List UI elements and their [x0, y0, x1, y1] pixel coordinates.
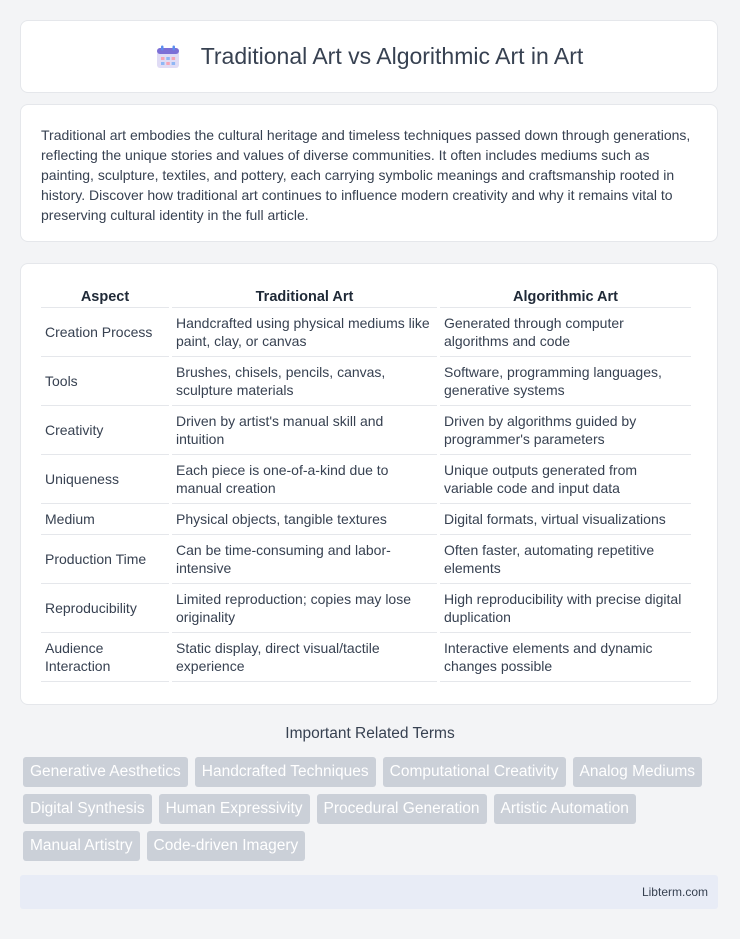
table-cell-aspect: Creation Process	[41, 308, 169, 357]
intro-card	[20, 104, 718, 242]
table-row	[41, 357, 691, 406]
table-cell-algorithmic: Often faster, automating repetitive elements	[440, 535, 691, 584]
table-cell-algorithmic: Unique outputs generated from variable code and input data	[440, 455, 691, 504]
related-term-tag[interactable]: Manual Artistry	[23, 831, 140, 861]
calendar-icon	[155, 44, 181, 70]
comparison-table-card	[20, 263, 718, 705]
table-row	[41, 584, 691, 633]
table-cell-aspect: Production Time	[41, 535, 169, 584]
related-term-tag[interactable]: Digital Synthesis	[23, 794, 152, 824]
table-cell-traditional: Static display, direct visual/tactile experience	[172, 633, 437, 682]
column-header-algorithmic: Algorithmic Art	[440, 284, 691, 308]
table-cell-traditional: Handcrafted using physical mediums like paint, clay, or canvas	[172, 308, 437, 357]
related-term-tag[interactable]: Human Expressivity	[159, 794, 310, 824]
related-term-tag[interactable]: Handcrafted Techniques	[195, 757, 376, 787]
intro-text: Traditional art embodies the cultural heritage and timeless techniques passed down through generations, reflecting the unique stories and values of diverse communities. It often includes mediums such as painting, sculpture, textiles, and pottery, each carrying symbolic meanings and craftsmanship rooted in history. Discover how traditional art continues to influence modern creativity and why it remains vital to preserving cultural identity in the full article.	[41, 127, 691, 223]
table-cell-traditional: Driven by artist's manual skill and intuition	[172, 406, 437, 455]
table-row	[41, 535, 691, 584]
table-cell-aspect: Medium	[41, 504, 169, 535]
table-row	[41, 455, 691, 504]
table-row	[41, 504, 691, 535]
column-header-aspect: Aspect	[41, 284, 169, 308]
table-cell-traditional: Can be time-consuming and labor-intensive	[172, 535, 437, 584]
page-title: Traditional Art vs Algorithmic Art in Art	[200, 43, 584, 69]
related-term-tag[interactable]: Generative Aesthetics	[23, 757, 188, 787]
table-cell-algorithmic: Interactive elements and dynamic changes possible	[440, 633, 691, 682]
table-cell-algorithmic: Generated through computer algorithms and code	[440, 308, 691, 357]
table-cell-aspect: Audience Interaction	[41, 633, 169, 682]
related-terms-title: Important Related Terms	[285, 725, 455, 742]
table-row	[41, 633, 691, 682]
related-term-tag[interactable]: Computational Creativity	[383, 757, 566, 787]
related-term-tag[interactable]: Code-driven Imagery	[147, 831, 306, 861]
table-cell-algorithmic: High reproducibility with precise digital duplication	[440, 584, 691, 633]
table-cell-algorithmic: Software, programming languages, generative systems	[440, 357, 691, 406]
related-terms-list	[23, 757, 723, 861]
table-row	[41, 308, 691, 357]
comparison-table	[38, 284, 694, 682]
column-header-traditional: Traditional Art	[172, 284, 437, 308]
table-cell-algorithmic: Driven by algorithms guided by programmer's parameters	[440, 406, 691, 455]
table-cell-aspect: Reproducibility	[41, 584, 169, 633]
related-term-tag[interactable]: Artistic Automation	[494, 794, 636, 824]
table-row	[41, 406, 691, 455]
table-cell-traditional: Physical objects, tangible textures	[172, 504, 437, 535]
table-header-row	[41, 284, 691, 308]
header-card	[20, 20, 718, 93]
table-cell-algorithmic: Digital formats, virtual visualizations	[440, 504, 691, 535]
footer	[20, 875, 718, 909]
table-cell-aspect: Uniqueness	[41, 455, 169, 504]
table-cell-traditional: Each piece is one-of-a-kind due to manual creation	[172, 455, 437, 504]
related-term-tag[interactable]: Procedural Generation	[317, 794, 487, 824]
table-cell-aspect: Tools	[41, 357, 169, 406]
table-cell-aspect: Creativity	[41, 406, 169, 455]
table-cell-traditional: Brushes, chisels, pencils, canvas, sculpture materials	[172, 357, 437, 406]
table-cell-traditional: Limited reproduction; copies may lose originality	[172, 584, 437, 633]
related-term-tag[interactable]: Analog Mediums	[573, 757, 702, 787]
footer-site-link[interactable]: Libterm.com	[641, 885, 708, 899]
